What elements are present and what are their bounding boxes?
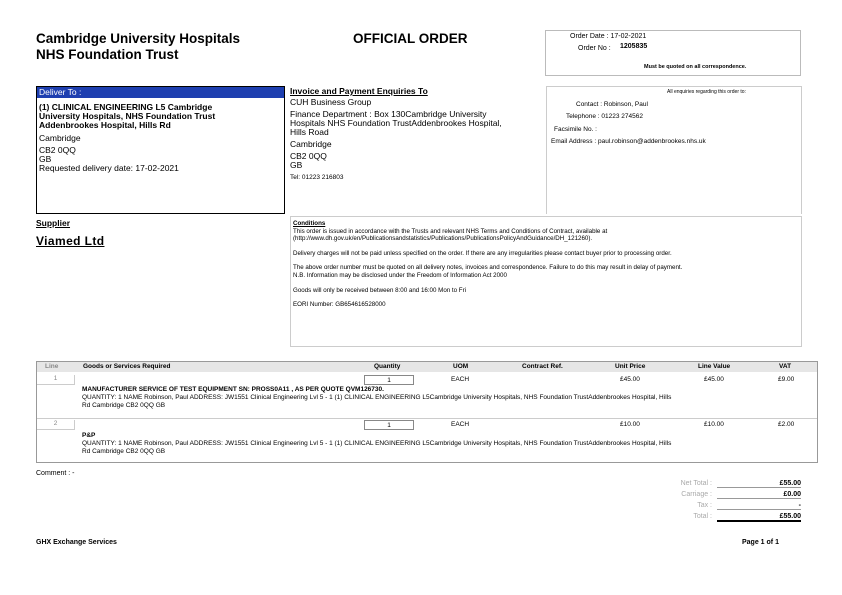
row-line-value: £45.00 [704,376,724,383]
invoice-tel: Tel: 01223 216803 [290,174,344,181]
supplier-name: Viamed Ltd [36,234,105,248]
invoice-org: CUH Business Group [290,97,372,107]
col-quantity: Quantity [374,363,401,370]
col-contract: Contract Ref. [522,363,563,370]
tax-label: Tax : [697,502,712,509]
invoice-line2: Hospitals NHS Foundation TrustAddenbrookes Hospital, [290,118,502,128]
col-line: Line [45,363,59,370]
conditions-p3b: N.B. Information may be disclosed under the Freedom of Information Act 2000 [293,271,507,279]
invoice-address [290,98,542,182]
deliver-line2: University Hospitals, NHS Foundation Trust [39,111,216,122]
document-title: OFFICIAL ORDER [353,31,468,46]
deliver-to-heading: Deliver To : [37,87,284,98]
footer-provider: GHX Exchange Services [36,539,117,546]
contact-box [546,86,802,214]
invoice-line1: Finance Department : Box 130Cambridge University [290,109,487,119]
order-number: 1205835 [620,43,648,50]
contact-name: Contact : Robinson, Paul [576,101,648,108]
row-vat: £9.00 [778,376,795,383]
row-detail: QUANTITY: 1 NAME Robinson, Paul ADDRESS: JW1551 Clinical Engineering Lvl 5 - 1 (1) CLINICAL ENGINEERING L5Cambridge University Hospitals, NHS Foundation TrustAddenbrookes Hospital, Hills [82,393,672,401]
col-uom: UOM [453,363,469,370]
page-number: Page 1 of 1 [742,539,779,546]
carriage-value: £0.00 [717,491,801,499]
conditions-box [290,216,802,347]
conditions-p1a: This order is issued in accordance with the Trusts and relevant NHS Terms and Conditions of Contract, available at [293,227,608,235]
deliver-line3: Addenbrookes Hospital, Hills Rd [39,120,171,131]
deliver-line1: (1) CLINICAL ENGINEERING L5 Cambridge [39,102,213,112]
items-header-row [37,362,817,372]
deliver-country: GB [39,154,52,165]
order-no-label: Order No : [578,45,611,52]
conditions-p4: Goods will only be received between 8:00 and 16:00 Mon to Fri [293,286,467,294]
total-value: £55.00 [717,513,801,522]
row-line-number: 2 [37,420,75,430]
net-total-label: Net Total : [680,480,712,487]
invoice-heading: Invoice and Payment Enquiries To [290,86,428,96]
table-row [37,420,817,464]
contact-email: Email Address : paul.robinson@addenbrookes.nhs.uk [551,138,706,145]
deliver-postcode: CB2 0QQ [39,144,76,155]
delivery-date: Requested delivery date: 17-02-2021 [39,163,179,174]
row-description [82,386,817,409]
organization-name [36,31,240,63]
row-detail: QUANTITY: 1 NAME Robinson, Paul ADDRESS: JW1551 Clinical Engineering Lvl 5 - 1 (1) CLINICAL ENGINEERING L5Cambridge University Hospitals, NHS Foundation TrustAddenbrookes Hospital, Hills [82,439,672,447]
row-title: MANUFACTURER SERVICE OF TEST EQUIPMENT SN: PROSS0A11 , AS PER QUOTE QVM126730. [82,386,384,393]
conditions-p2: Delivery charges will not be paid unless specified on the order. If there are any irregularities please contact buyer prior to processing order. [293,249,672,257]
row-unit-price: £10.00 [620,421,640,428]
row-line-number: 1 [37,375,75,385]
row-description [82,432,817,455]
row-vat: £2.00 [778,421,795,428]
contact-telephone: Telephone : 01223 274562 [566,113,643,120]
row-detail-cont: Rd Cambridge CB2 0QQ GB [82,401,166,409]
conditions-p1b: (http://www.dh.gov.uk/en/Publicationsandstatistics/Publications/PublicationsPolicyAndGuidance/DH_121260). [293,235,593,243]
order-date: Order Date : 17-02-2021 [570,33,647,40]
row-uom: EACH [451,421,470,428]
row-unit-price: £45.00 [620,376,640,383]
conditions-heading: Conditions [293,220,326,227]
contact-heading: All enquiries regarding this order to: [667,89,746,95]
carriage-label: Carriage : [681,491,712,498]
order-info-box [545,30,801,76]
deliver-address [37,98,284,173]
invoice-city: Cambridge [290,139,332,149]
row-line-value: £10.00 [704,421,724,428]
conditions-p3a: The above order number must be quoted on all delivery notes, invoices and correspondence. Failure to do this may result in delay of payment. [293,264,683,272]
col-vat: VAT [779,363,792,370]
table-row [37,375,817,419]
row-detail-cont: Rd Cambridge CB2 0QQ GB [82,447,166,455]
invoice-postcode: CB2 0QQ [290,151,327,161]
row-quantity: 1 [364,375,414,385]
row-uom: EACH [451,376,470,383]
deliver-to-box [36,86,285,214]
col-line-value: Line Value [698,363,731,370]
tax-value: - [717,502,801,510]
col-goods: Goods or Services Required [83,363,171,370]
comment: Comment : - [36,470,75,477]
row-title: P&P [82,432,96,439]
invoice-line3: Hills Road [290,127,329,137]
total-label: Total : [693,513,712,520]
row-quantity: 1 [364,420,414,430]
org-name-line1: Cambridge University Hospitals [36,31,241,46]
org-name-line2: NHS Foundation Trust [36,47,179,62]
supplier-heading: Supplier [36,218,71,228]
order-note: Must be quoted on all correspondence. [644,64,747,70]
conditions-p5: EORI Number: GB654616528000 [293,301,386,309]
order-items-table [36,361,818,463]
deliver-city: Cambridge [39,132,81,143]
contact-fax: Facsimile No. : [554,126,597,133]
net-total-value: £55.00 [717,480,801,488]
invoice-country: GB [290,160,303,170]
col-unit-price: Unit Price [615,363,646,370]
